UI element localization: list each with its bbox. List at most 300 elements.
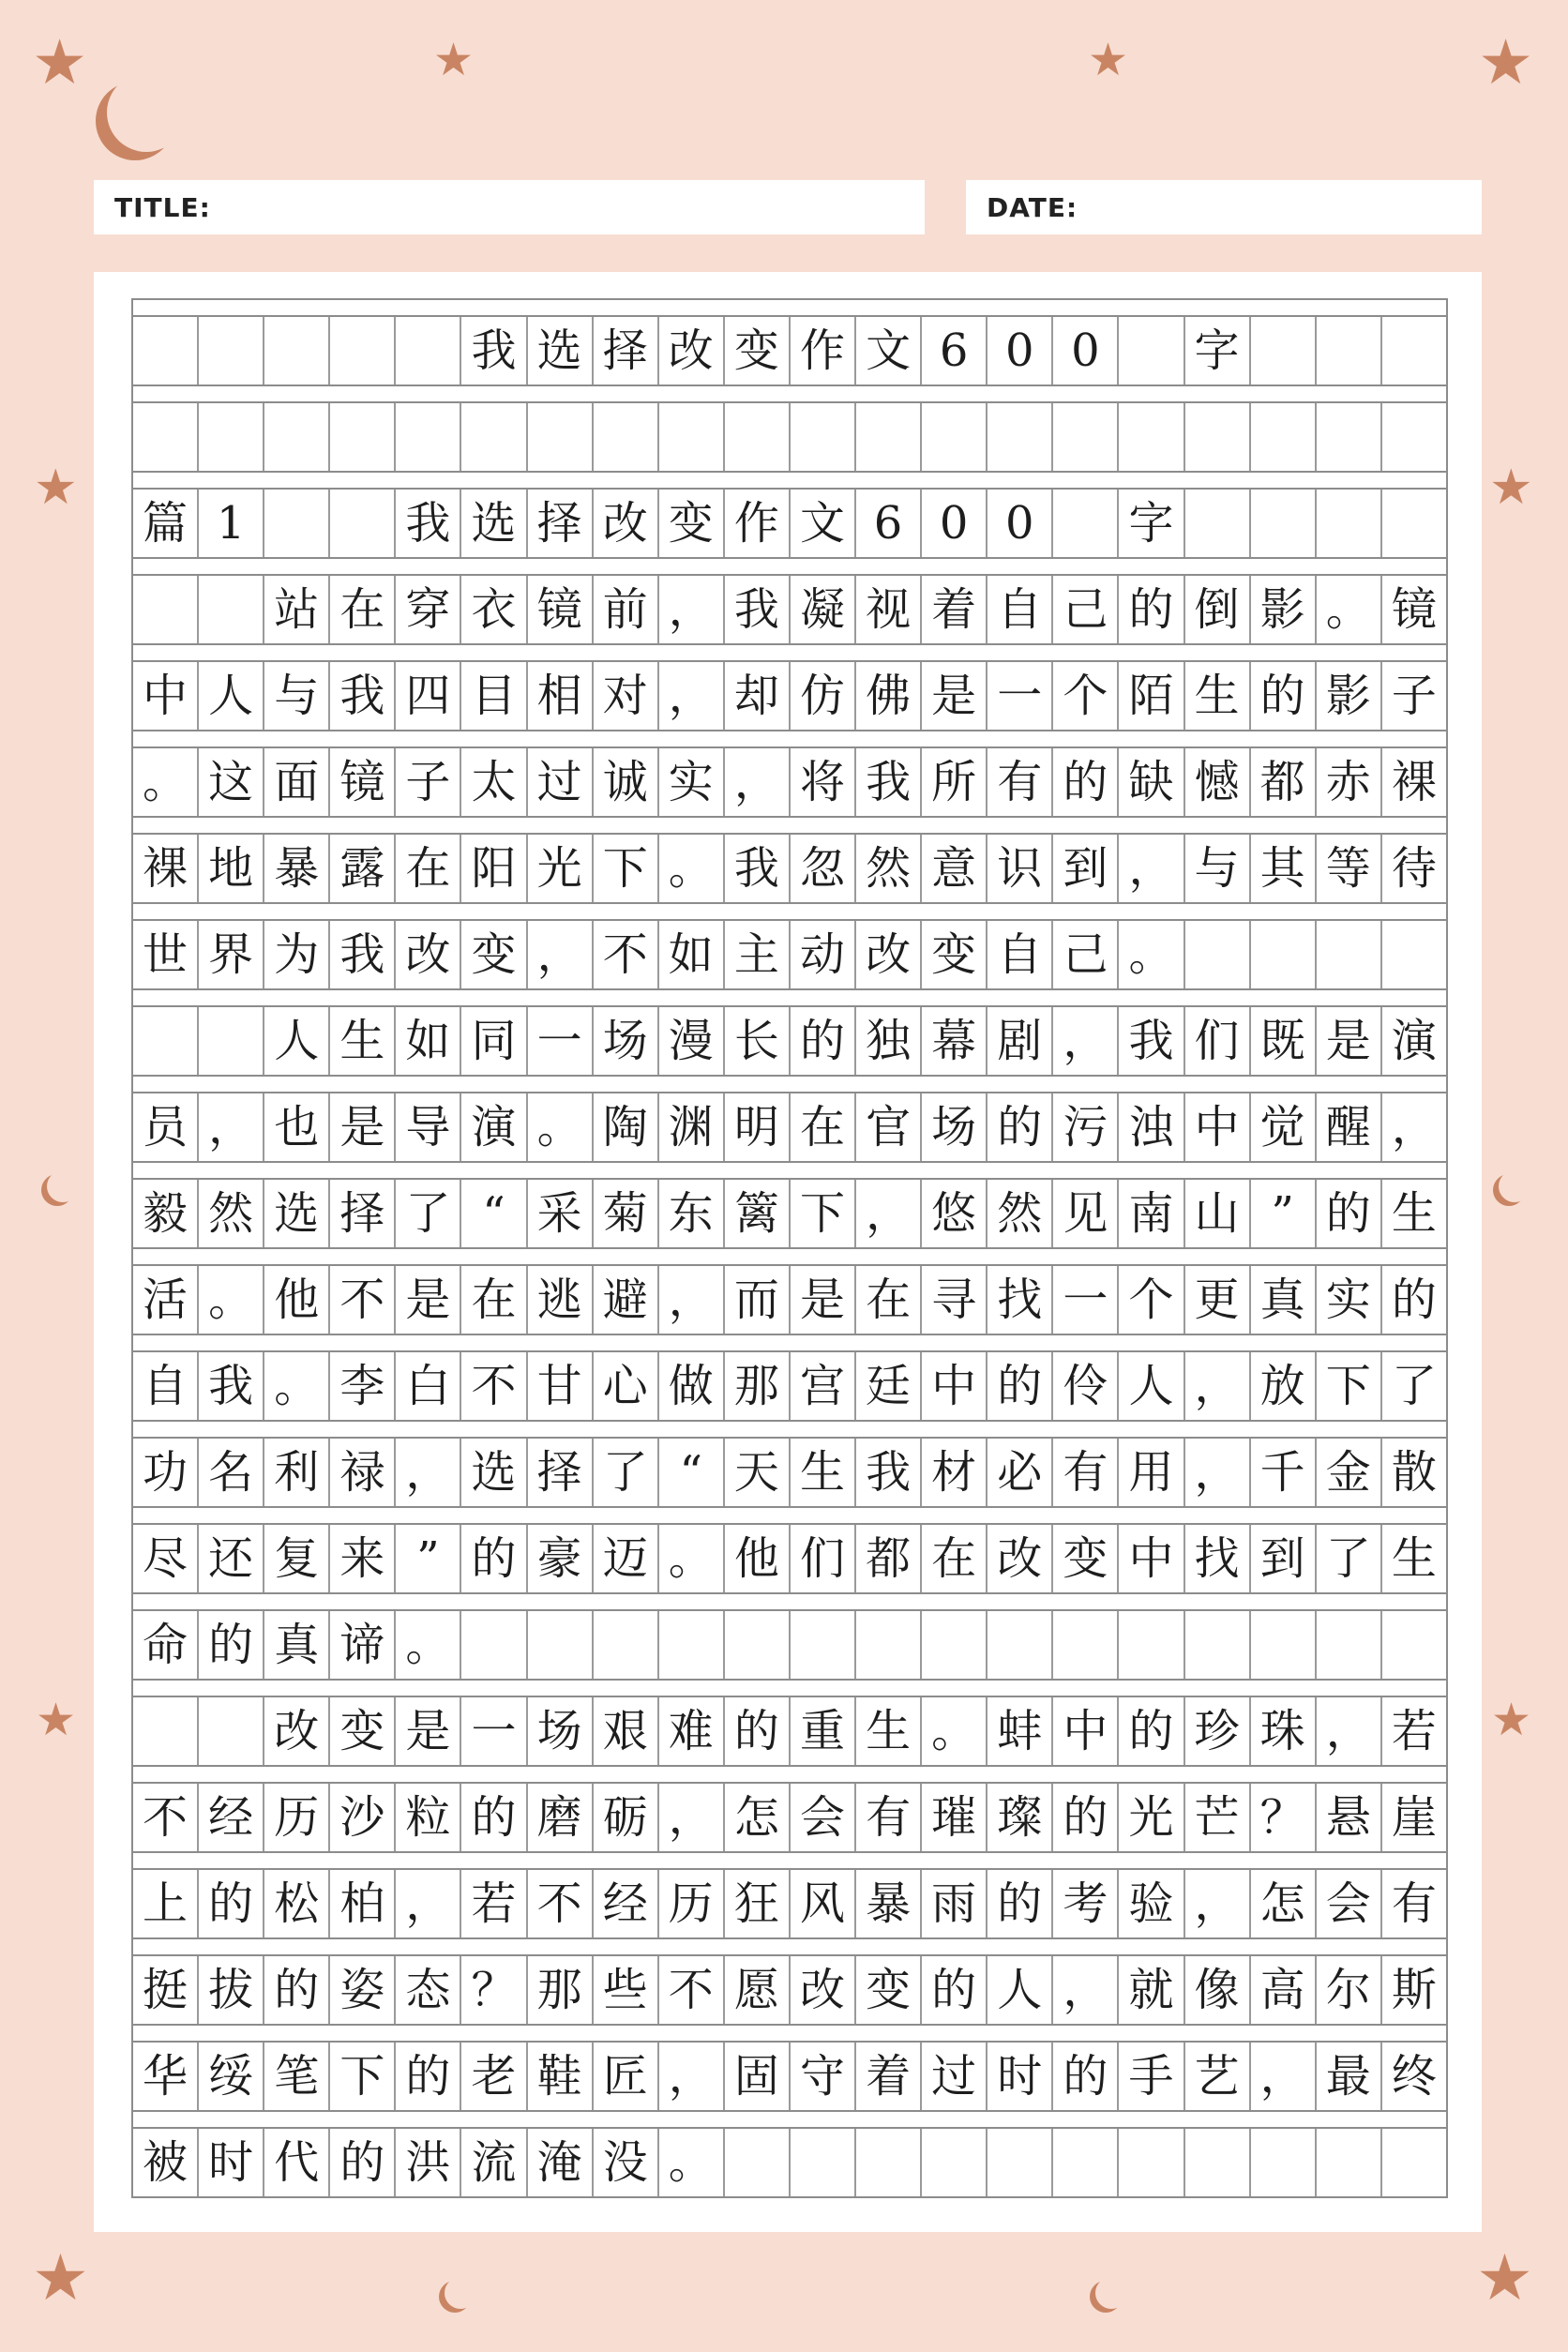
grid-cell: 若 [461, 1870, 527, 1937]
grid-cell: 找 [988, 1266, 1053, 1334]
grid-cell: 的 [461, 1525, 527, 1592]
grid-cell: 到 [1251, 1525, 1317, 1592]
grid-cell: ， [1317, 1697, 1382, 1765]
grid-cell: 不 [133, 1784, 199, 1851]
title-label: TITLE: [114, 191, 211, 223]
grid-gap-band [133, 1161, 1446, 1180]
grid-cell: 的 [199, 1870, 264, 1937]
grid-cell: 诚 [594, 748, 659, 816]
grid-cell: 璨 [988, 1784, 1053, 1851]
grid-cell: 淹 [528, 2129, 594, 2196]
line-text [133, 1611, 1446, 1679]
grid-cell: 心 [594, 1352, 659, 1420]
grid-cell: 固 [725, 2043, 791, 2110]
grid-cell: 却 [725, 662, 791, 730]
grid-cell: 菊 [594, 1180, 659, 1247]
grid-cell: 悠 [922, 1180, 988, 1247]
grid-cell: ？ [1251, 1784, 1317, 1851]
grid-cell: 员 [133, 1093, 199, 1161]
grid-cell: 动 [791, 921, 856, 988]
grid-line [133, 988, 1446, 1075]
grid-cell: 用 [1119, 1439, 1184, 1506]
grid-cell: 四 [396, 662, 461, 730]
grid-cell: 而 [725, 1266, 791, 1334]
grid-cell: 验 [1119, 1870, 1184, 1937]
title-field[interactable] [94, 180, 925, 234]
grid-cell: 中 [1053, 1697, 1119, 1765]
star-icon: ★ [32, 26, 88, 98]
grid-cell: 露 [330, 835, 396, 902]
grid-cell: 历 [264, 1784, 330, 1851]
grid-cell: 剧 [988, 1007, 1053, 1075]
grid-cell: 绥 [199, 2043, 264, 2110]
line-text [133, 1697, 1446, 1765]
grid-cell: 过 [528, 748, 594, 816]
grid-cell: 下 [1317, 1352, 1382, 1420]
grid-cell [659, 403, 725, 471]
grid-cell: 影 [1251, 576, 1317, 643]
grid-cell [1317, 2129, 1382, 2196]
grid-cell: “ [461, 1180, 527, 1247]
grid-cell: 变 [725, 317, 791, 384]
grid-cell: 愿 [725, 1956, 791, 2024]
grid-cell: 世 [133, 921, 199, 988]
grid-cell [594, 1611, 659, 1679]
grid-cell: 真 [1251, 1266, 1317, 1334]
star-icon: ★ [32, 2241, 89, 2315]
grid-cell: ， [396, 1439, 461, 1506]
grid-cell: 笔 [264, 2043, 330, 2110]
grid-cell: 改 [856, 921, 922, 988]
grid-cell [264, 490, 330, 557]
grid-cell [1185, 921, 1251, 988]
grid-cell: 逃 [528, 1266, 594, 1334]
grid-cell: 的 [1119, 576, 1184, 643]
grid-cell: 择 [594, 317, 659, 384]
grid-cell: 变 [330, 1697, 396, 1765]
grid-cell: 找 [1185, 1525, 1251, 1592]
grid-cell: 到 [1053, 835, 1119, 902]
grid-cell: 场 [922, 1093, 988, 1161]
grid-cell: 尔 [1317, 1956, 1382, 2024]
grid-cell: 我 [725, 835, 791, 902]
grid-cell: 不 [330, 1266, 396, 1334]
grid-cell: 择 [528, 1439, 594, 1506]
grid-cell: 生 [856, 1697, 922, 1765]
grid-cell: 功 [133, 1439, 199, 1506]
grid-cell: 粒 [396, 1784, 461, 1851]
grid-cell: 渊 [659, 1093, 725, 1161]
grid-cell: 还 [199, 1525, 264, 1592]
grid-cell: ， [1053, 1007, 1119, 1075]
grid-cell: 就 [1119, 1956, 1184, 2024]
grid-cell [461, 1611, 527, 1679]
grid-cell: 的 [922, 1956, 988, 2024]
grid-cell: 拔 [199, 1956, 264, 2024]
grid-cell: 。 [264, 1352, 330, 1420]
grid-cell: 悬 [1317, 1784, 1382, 1851]
grid-cell: 复 [264, 1525, 330, 1592]
grid-cell: 识 [988, 835, 1053, 902]
grid-cell: 手 [1119, 2043, 1184, 2110]
grid-cell: 0 [1053, 317, 1119, 384]
grid-cell: 改 [396, 921, 461, 988]
grid-cell: 。 [528, 1093, 594, 1161]
line-text [133, 748, 1446, 816]
grid-cell: 等 [1317, 835, 1382, 902]
grid-cell: 改 [791, 1956, 856, 2024]
grid-cell [133, 576, 199, 643]
grid-cell: 些 [594, 1956, 659, 2024]
line-text [133, 835, 1446, 902]
grid-cell: 裸 [1391, 756, 1437, 808]
crescent-moon-icon [445, 2277, 476, 2309]
grid-cell: 若 [1391, 1705, 1437, 1757]
grid-cell: ， [856, 1180, 922, 1247]
grid-cell: 择 [330, 1180, 396, 1247]
grid-cell: 文 [856, 317, 922, 384]
grid-cell: ， [659, 1266, 725, 1334]
grid-cell: 独 [856, 1007, 922, 1075]
grid-cell: 0 [922, 490, 988, 557]
grid-cell: 中 [1119, 1525, 1184, 1592]
grid-cell [1382, 490, 1446, 557]
grid-cell: “ [659, 1439, 725, 1506]
grid-cell: 迈 [594, 1525, 659, 1592]
date-field[interactable] [966, 180, 1482, 234]
line-text [133, 1266, 1446, 1334]
grid-line [133, 2110, 1446, 2196]
grid-cell: 子 [396, 748, 461, 816]
grid-cell: ， [528, 921, 594, 988]
grid-cell [791, 2129, 856, 2196]
grid-cell [1251, 490, 1317, 557]
grid-gap-band [133, 1592, 1446, 1611]
grid-cell: 个 [1119, 1266, 1184, 1334]
grid-cell: 人 [988, 1956, 1053, 2024]
grid-cell: 倒 [1185, 576, 1251, 643]
grid-cell: 廷 [856, 1352, 922, 1420]
grid-gap-band [133, 1937, 1446, 1956]
star-icon: ★ [1489, 460, 1533, 516]
grid-cell: 的 [330, 2129, 396, 2196]
grid-cell: 太 [461, 748, 527, 816]
grid-cell: 觉 [1251, 1093, 1317, 1161]
grid-cell: 那 [528, 1956, 594, 2024]
grid-cell: 。 [396, 1611, 461, 1679]
grid-cell: 佛 [856, 662, 922, 730]
grid-cell: 是 [1317, 1007, 1382, 1075]
grid-cell [330, 403, 396, 471]
grid-cell: 变 [659, 490, 725, 557]
grid-cell: 镜 [330, 748, 396, 816]
grid-cell [1053, 403, 1119, 471]
grid-cell: ” [1251, 1180, 1317, 1247]
grid-cell: 们 [791, 1525, 856, 1592]
grid-cell: 与 [1185, 835, 1251, 902]
line-text [133, 1870, 1446, 1937]
line-text [133, 1439, 1446, 1506]
grid-cell: ， [1391, 1101, 1437, 1153]
grid-cell: 经 [199, 1784, 264, 1851]
grid-cell: 他 [725, 1525, 791, 1592]
grid-cell [199, 576, 264, 643]
grid-cell: 自 [133, 1352, 199, 1420]
grid-cell: 自 [988, 576, 1053, 643]
grid-cell: 篱 [725, 1180, 791, 1247]
writing-grid [131, 298, 1448, 2198]
star-icon: ★ [1476, 2241, 1533, 2315]
grid-cell: 沙 [330, 1784, 396, 1851]
grid-cell: 狂 [725, 1870, 791, 1937]
grid-cell: 怎 [725, 1784, 791, 1851]
grid-cell: 真 [264, 1611, 330, 1679]
grid-cell: 在 [922, 1525, 988, 1592]
grid-line [133, 1075, 1446, 1161]
grid-cell: 豪 [528, 1525, 594, 1592]
grid-cell: 我 [461, 317, 527, 384]
grid-cell: 。 [659, 835, 725, 902]
grid-cell [1119, 1611, 1184, 1679]
grid-cell: 珠 [1251, 1697, 1317, 1765]
grid-cell: 是 [330, 1093, 396, 1161]
grid-cell: 是 [396, 1697, 461, 1765]
grid-cell [1185, 2129, 1251, 2196]
grid-line [133, 2024, 1446, 2110]
grid-cell: 了 [1391, 1360, 1437, 1412]
grid-cell [791, 403, 856, 471]
grid-cell: 我 [330, 662, 396, 730]
grid-cell: 子 [1391, 670, 1437, 722]
grid-cell: 了 [1317, 1525, 1382, 1592]
grid-cell: 有 [1053, 1439, 1119, 1506]
grid-cell: 缺 [1119, 748, 1184, 816]
grid-cell: ， [659, 2043, 725, 2110]
grid-line [133, 471, 1446, 557]
grid-cell: 我 [330, 921, 396, 988]
grid-cell [1382, 317, 1446, 384]
grid-cell: 我 [1119, 1007, 1184, 1075]
grid-line [133, 298, 1446, 384]
grid-cell: 代 [264, 2129, 330, 2196]
grid-cell [199, 403, 264, 471]
grid-cell: 对 [594, 662, 659, 730]
grid-cell: ， [1119, 835, 1184, 902]
grid-cell: 光 [528, 835, 594, 902]
line-text [133, 576, 1446, 643]
grid-cell: 砺 [594, 1784, 659, 1851]
grid-cell: 同 [461, 1007, 527, 1075]
grid-cell: 老 [461, 2043, 527, 2110]
grid-cell: 与 [264, 662, 330, 730]
grid-cell: 来 [330, 1525, 396, 1592]
grid-cell: ， [725, 748, 791, 816]
line-text [133, 1007, 1446, 1075]
grid-cell: 璀 [922, 1784, 988, 1851]
grid-gap-band [133, 643, 1446, 662]
grid-cell: 柏 [330, 1870, 396, 1937]
grid-cell: 如 [659, 921, 725, 988]
grid-cell: 面 [264, 748, 330, 816]
grid-cell [1053, 490, 1119, 557]
grid-cell: 选 [461, 490, 527, 557]
grid-cell: 不 [659, 1956, 725, 2024]
grid-cell [1251, 921, 1317, 988]
grid-cell: 既 [1251, 1007, 1317, 1075]
grid-cell: 经 [594, 1870, 659, 1937]
grid-cell: 是 [922, 662, 988, 730]
grid-line [133, 1592, 1446, 1679]
grid-cell: ， [1185, 1870, 1251, 1937]
grid-cell: 在 [856, 1266, 922, 1334]
grid-cell [199, 1007, 264, 1075]
grid-cell: 的 [199, 1611, 264, 1679]
grid-cell: 镜 [1391, 583, 1437, 636]
grid-cell: 下 [330, 2043, 396, 2110]
grid-cell: 。 [133, 748, 199, 816]
star-icon: ★ [1478, 26, 1534, 98]
grid-cell: 难 [659, 1697, 725, 1765]
grid-cell: 场 [528, 1697, 594, 1765]
grid-cell: 命 [133, 1611, 199, 1679]
grid-cell: 变 [856, 1956, 922, 2024]
line-text [133, 1180, 1446, 1247]
grid-gap-band [133, 1506, 1446, 1525]
grid-cell: 终 [1391, 2050, 1437, 2103]
grid-cell: ， [396, 1870, 461, 1937]
grid-cell: 的 [1053, 1784, 1119, 1851]
grid-cell [922, 403, 988, 471]
grid-cell [1185, 1611, 1251, 1679]
grid-cell: 活 [133, 1266, 199, 1334]
grid-cell: 主 [725, 921, 791, 988]
grid-cell: 姿 [330, 1956, 396, 2024]
grid-cell: 一 [528, 1007, 594, 1075]
grid-cell: 白 [396, 1352, 461, 1420]
grid-gap-band [133, 730, 1446, 748]
grid-cell: 考 [1053, 1870, 1119, 1937]
grid-cell: 光 [1119, 1784, 1184, 1851]
grid-cell: 篇 [133, 490, 199, 557]
grid-gap-band [133, 902, 1446, 921]
grid-cell: 变 [461, 921, 527, 988]
line-text [133, 1525, 1446, 1592]
line-text [133, 1956, 1446, 2024]
grid-cell: 变 [1053, 1525, 1119, 1592]
grid-cell [922, 2129, 988, 2196]
grid-cell: 山 [1185, 1180, 1251, 1247]
grid-cell [1251, 2129, 1317, 2196]
grid-cell: 李 [330, 1352, 396, 1420]
grid-cell: 人 [199, 662, 264, 730]
grid-cell: 然 [856, 835, 922, 902]
grid-cell: 生 [1185, 662, 1251, 730]
grid-cell [1119, 317, 1184, 384]
grid-cell: 的 [264, 1956, 330, 2024]
grid-cell: 没 [594, 2129, 659, 2196]
grid-cell: 会 [791, 1784, 856, 1851]
grid-cell [791, 1611, 856, 1679]
grid-cell: 陶 [594, 1093, 659, 1161]
grid-cell: 的 [988, 1093, 1053, 1161]
grid-cell [1185, 403, 1251, 471]
grid-cell [133, 1007, 199, 1075]
grid-gap-band [133, 1765, 1446, 1784]
grid-cell: 明 [725, 1093, 791, 1161]
grid-bottom-rule [133, 2196, 1446, 2198]
grid-cell [330, 490, 396, 557]
grid-line [133, 902, 1446, 988]
grid-cell: 在 [396, 835, 461, 902]
grid-cell: 散 [1391, 1446, 1437, 1499]
grid-cell: 镜 [528, 576, 594, 643]
grid-cell [396, 403, 461, 471]
grid-cell: 在 [330, 576, 396, 643]
grid-cell [330, 317, 396, 384]
grid-cell: 的 [725, 1697, 791, 1765]
grid-cell [725, 2129, 791, 2196]
grid-cell: 一 [461, 1697, 527, 1765]
grid-line [133, 384, 1446, 471]
grid-cell: 历 [659, 1870, 725, 1937]
grid-cell: 不 [461, 1352, 527, 1420]
grid-line [133, 1506, 1446, 1592]
grid-cell: 被 [133, 2129, 199, 2196]
grid-cell: 利 [264, 1439, 330, 1506]
star-icon: ★ [433, 34, 475, 86]
grid-cell: 所 [922, 748, 988, 816]
grid-cell: 艺 [1185, 2043, 1251, 2110]
grid-cell: 宫 [791, 1352, 856, 1420]
grid-cell: 我 [199, 1352, 264, 1420]
grid-cell: 界 [199, 921, 264, 988]
grid-cell: 着 [922, 576, 988, 643]
grid-cell [1053, 2129, 1119, 2196]
grid-cell: 甘 [528, 1352, 594, 1420]
grid-cell: 。 [659, 2129, 725, 2196]
grid-cell: 暴 [856, 1870, 922, 1937]
grid-cell: ， [659, 662, 725, 730]
grid-cell: 字 [1119, 490, 1184, 557]
grid-line [133, 1247, 1446, 1334]
grid-cell: 将 [791, 748, 856, 816]
grid-cell: 我 [396, 490, 461, 557]
crescent-moon-icon [47, 1170, 79, 1202]
grid-cell [1185, 490, 1251, 557]
grid-cell [1251, 317, 1317, 384]
grid-cell [856, 403, 922, 471]
grid-cell: 为 [264, 921, 330, 988]
grid-cell: 重 [791, 1697, 856, 1765]
grid-cell: 己 [1053, 921, 1119, 988]
grid-cell: 改 [659, 317, 725, 384]
grid-cell: 匠 [594, 2043, 659, 2110]
grid-cell: ， [659, 576, 725, 643]
grid-cell: 谛 [330, 1611, 396, 1679]
grid-cell: 陌 [1119, 662, 1184, 730]
grid-cell: 蚌 [988, 1697, 1053, 1765]
grid-cell [264, 317, 330, 384]
grid-cell: ” [396, 1525, 461, 1592]
grid-cell: 采 [528, 1180, 594, 1247]
grid-cell: 风 [791, 1870, 856, 1937]
grid-cell [1317, 490, 1382, 557]
grid-cell: 的 [988, 1870, 1053, 1937]
grid-cell: 改 [594, 490, 659, 557]
grid-cell: 变 [922, 921, 988, 988]
grid-cell: 会 [1317, 1870, 1382, 1937]
grid-cell: 放 [1251, 1352, 1317, 1420]
